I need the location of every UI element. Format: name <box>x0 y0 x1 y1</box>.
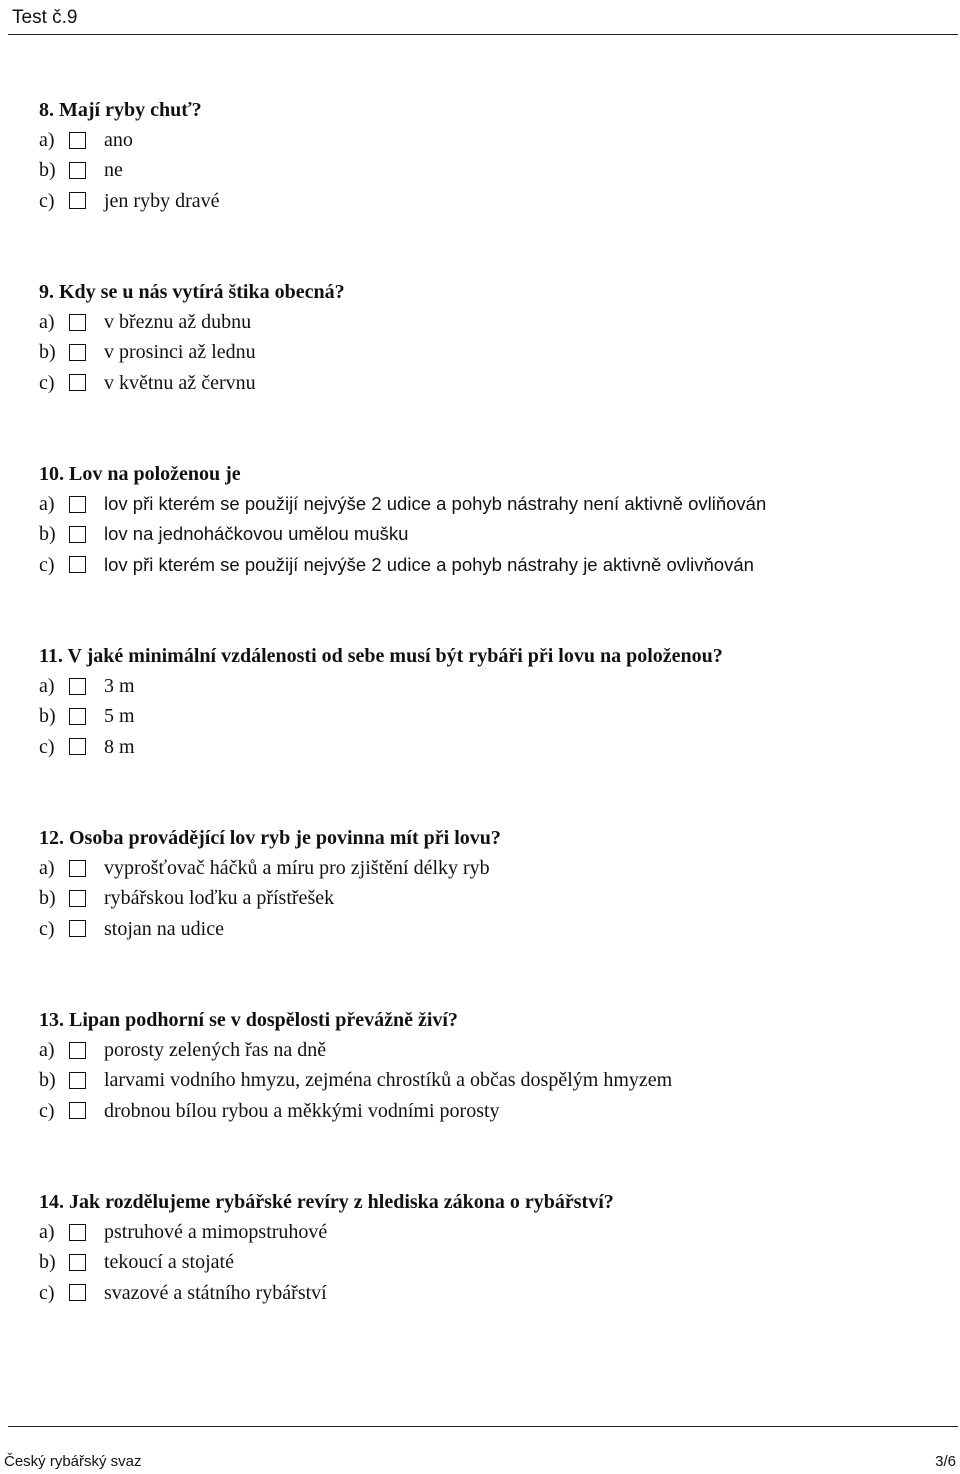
option-letter: c) <box>39 189 55 212</box>
option-letter: b) <box>39 523 56 546</box>
option-text: lov při kterém se použijí nejvýše 2 udice a pohyb nástrahy není aktivně ovliňován <box>104 493 767 515</box>
option-text: drobnou bílou rybou a měkkými vodními porosty <box>104 1099 500 1122</box>
answer-checkbox[interactable] <box>69 678 86 695</box>
answer-option[interactable] <box>39 1096 939 1126</box>
answer-checkbox[interactable] <box>69 162 86 179</box>
question-title: 13. Lipan podhorní se v dospělosti převážně živí? <box>39 1009 458 1031</box>
option-letter: a) <box>39 1039 55 1062</box>
answer-option[interactable] <box>39 1247 939 1277</box>
page-number: 3/6 <box>935 1453 956 1470</box>
answer-checkbox[interactable] <box>69 1102 86 1119</box>
option-letter: c) <box>39 917 55 940</box>
answer-checkbox[interactable] <box>69 1284 86 1301</box>
answer-option[interactable] <box>39 550 939 580</box>
option-letter: a) <box>39 129 55 152</box>
option-text: jen ryby dravé <box>104 189 220 212</box>
answer-checkbox[interactable] <box>69 526 86 543</box>
option-letter: c) <box>39 553 55 576</box>
option-letter: a) <box>39 675 55 698</box>
option-text: larvami vodního hmyzu, zejména chrostíků a občas dospělým hmyzem <box>104 1069 673 1092</box>
answer-checkbox[interactable] <box>69 738 86 755</box>
answer-checkbox[interactable] <box>69 192 86 209</box>
footer-divider <box>8 1426 958 1427</box>
answer-option[interactable] <box>39 186 939 216</box>
question <box>39 459 939 641</box>
question-title: 8. Mají ryby chuť? <box>39 99 202 121</box>
footer-organization: Český rybářský svaz <box>4 1453 142 1470</box>
option-text: 3 m <box>104 675 135 698</box>
option-letter: a) <box>39 1221 55 1244</box>
answer-checkbox[interactable] <box>69 496 86 513</box>
option-letter: b) <box>39 705 56 728</box>
option-text: pstruhové a mimopstruhové <box>104 1221 328 1244</box>
question-title: 10. Lov na položenou je <box>39 463 241 485</box>
answer-option[interactable] <box>39 732 939 762</box>
answer-checkbox[interactable] <box>69 1254 86 1271</box>
option-letter: a) <box>39 311 55 334</box>
option-letter: a) <box>39 857 55 880</box>
question-title: 9. Kdy se u nás vytírá štika obecná? <box>39 281 345 303</box>
option-text: v květnu až červnu <box>104 371 256 394</box>
option-letter: c) <box>39 1281 55 1304</box>
answer-checkbox[interactable] <box>69 1042 86 1059</box>
option-text: lov při kterém se použijí nejvýše 2 udice a pohyb nástrahy je aktivně ovlivňován <box>104 553 754 575</box>
option-letter: c) <box>39 735 55 758</box>
option-letter: c) <box>39 371 55 394</box>
answer-option[interactable] <box>39 701 939 731</box>
question <box>39 641 939 823</box>
answer-option[interactable] <box>39 853 939 883</box>
answer-checkbox[interactable] <box>69 344 86 361</box>
answer-option[interactable] <box>39 883 939 913</box>
answer-option[interactable] <box>39 1065 939 1095</box>
option-letter: a) <box>39 493 55 516</box>
answer-option[interactable] <box>39 1278 939 1308</box>
question <box>39 1187 939 1369</box>
question <box>39 95 939 277</box>
option-text: lov na jednoháčkovou umělou mušku <box>104 523 409 545</box>
option-text: tekoucí a stojaté <box>104 1251 234 1274</box>
page-header <box>8 0 958 37</box>
option-text: rybářskou loďku a přístřešek <box>104 887 335 910</box>
option-letter: b) <box>39 887 56 910</box>
answer-option[interactable] <box>39 914 939 944</box>
answer-option[interactable] <box>39 368 939 398</box>
question-title: 14. Jak rozdělujeme rybářské revíry z hlediska zákona o rybářství? <box>39 1191 614 1213</box>
answer-checkbox[interactable] <box>69 132 86 149</box>
answer-option[interactable] <box>39 155 939 185</box>
answer-option[interactable] <box>39 307 939 337</box>
option-letter: c) <box>39 1099 55 1122</box>
question-title: 12. Osoba provádějící lov ryb je povinna mít při lovu? <box>39 827 501 849</box>
question <box>39 277 939 459</box>
answer-checkbox[interactable] <box>69 314 86 331</box>
answer-checkbox[interactable] <box>69 860 86 877</box>
answer-option[interactable] <box>39 1217 939 1247</box>
option-text: ano <box>104 129 133 152</box>
answer-checkbox[interactable] <box>69 374 86 391</box>
option-letter: b) <box>39 341 56 364</box>
answer-checkbox[interactable] <box>69 556 86 573</box>
option-text: vyprošťovač háčků a míru pro zjištění délky ryb <box>104 857 490 880</box>
option-letter: b) <box>39 1251 56 1274</box>
option-text: ne <box>104 159 123 182</box>
answer-checkbox[interactable] <box>69 1224 86 1241</box>
question-title: 11. V jaké minimální vzdálenosti od sebe musí být rybáři při lovu na položenou? <box>39 645 723 667</box>
answer-checkbox[interactable] <box>69 890 86 907</box>
answer-checkbox[interactable] <box>69 708 86 725</box>
option-text: v březnu až dubnu <box>104 311 252 334</box>
test-title: Test č.9 <box>12 7 78 28</box>
question <box>39 823 939 1005</box>
answer-checkbox[interactable] <box>69 1072 86 1089</box>
answer-option[interactable] <box>39 1035 939 1065</box>
answer-option[interactable] <box>39 489 939 519</box>
option-text: stojan na udice <box>104 917 224 940</box>
option-text: 8 m <box>104 735 135 758</box>
answer-option[interactable] <box>39 671 939 701</box>
option-letter: b) <box>39 1069 56 1092</box>
header-divider <box>8 34 958 35</box>
option-text: 5 m <box>104 705 135 728</box>
answer-checkbox[interactable] <box>69 920 86 937</box>
answer-option[interactable] <box>39 337 939 367</box>
option-text: porosty zelených řas na dně <box>104 1039 327 1062</box>
answer-option[interactable] <box>39 519 939 549</box>
question-list <box>39 95 939 1369</box>
option-text: v prosinci až lednu <box>104 341 256 364</box>
option-text: svazové a státního rybářství <box>104 1281 327 1304</box>
option-letter: b) <box>39 159 56 182</box>
answer-option[interactable] <box>39 125 939 155</box>
question <box>39 1005 939 1187</box>
